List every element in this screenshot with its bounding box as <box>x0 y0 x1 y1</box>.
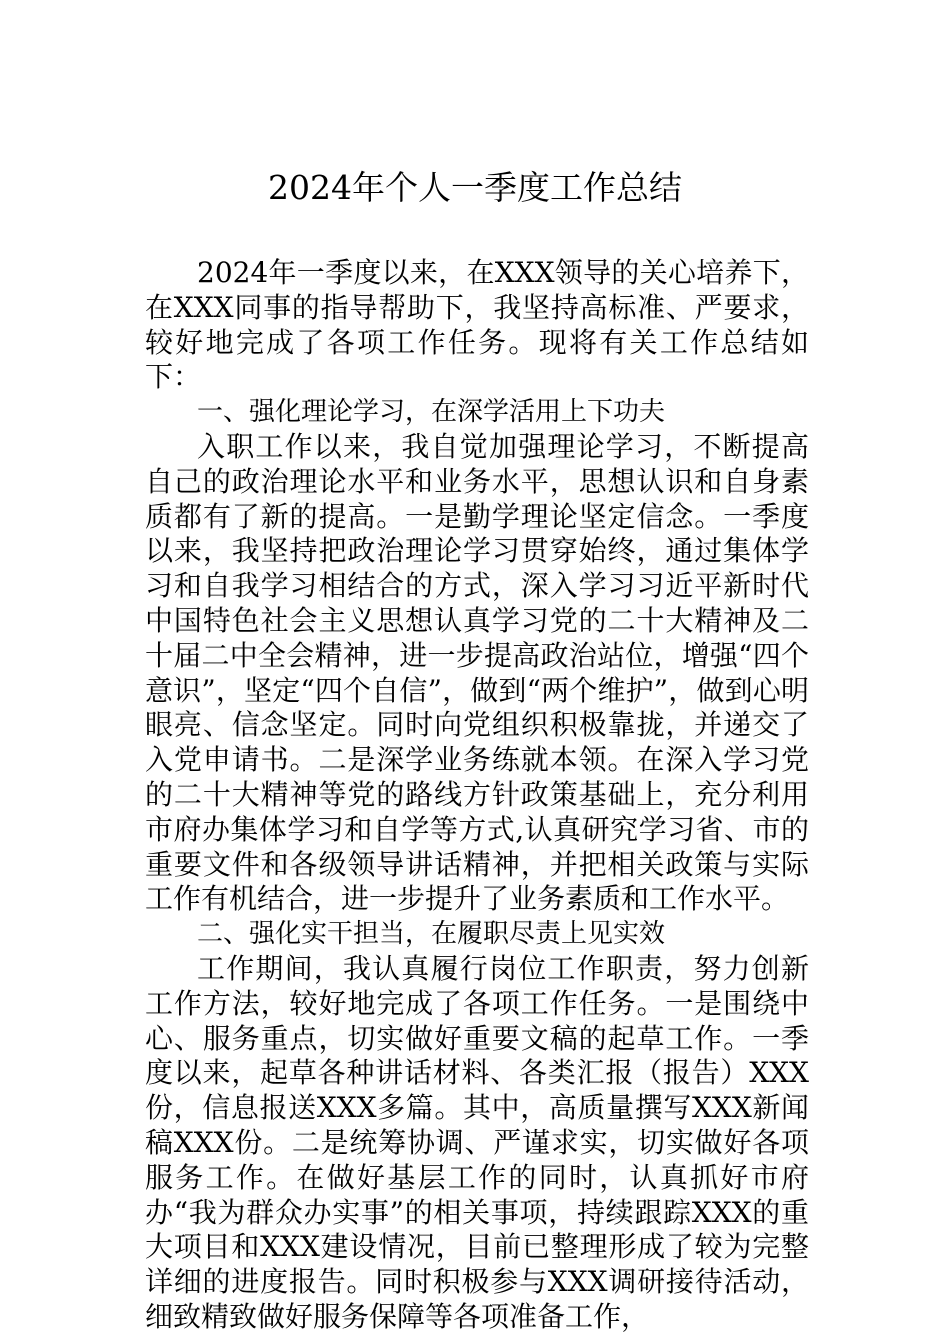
section-2-paragraph: 工作期间，我认真履行岗位工作职责，努力创新工作方法，较好地完成了各项工作任务。一是围绕中心、服务重点，切实做好重要文稿的起草工作。一季度以来，起草各种讲话材料、各类汇报（报告）XXX份，信息报送XXX多篇。其中，高质量撰写XXX新闻稿XXX份。二是统筹协调、严谨求实，切实做好各项服务工作。在做好基层工作的同时，认真抓好市府办“我为群众办实事”的相关事项，持续跟踪XXX的重大项目和XXX建设情况，目前已整理形成了较为完整详细的进度报告。同时积极参与XXX调研接待活动，细致精致做好服务保障等各项准备工作， <box>145 951 809 1333</box>
section-1-paragraph: 入职工作以来，我自觉加强理论学习，不断提高自己的政治理论水平和业务水平，思想认识和自身素质都有了新的提高。一是勤学理论坚定信念。一季度以来，我坚持把政治理论学习贯穿始终，通过集体学习和自我学习相结合的方式，深入学习习近平新时代中国特色社会主义思想认真学习党的二十大精神及二十届二中全会精神，进一步提高政治站位，增强“四个意识”，坚定“四个自信”，做到“两个维护”，做到心明眼亮、信念坚定。同时向党组织积极靠拢，并递交了入党申请书。二是深学业务练就本领。在深入学习党的二十大精神等党的路线方针政策基础上，充分利用市府办集体学习和自学等方式,认真研究学习省、市的重要文件和各级领导讲话精神，并把相关政策与实际工作有机结合，进一步提升了业务素质和工作水平。 <box>145 429 809 916</box>
section-heading-2: 二、强化实干担当，在履职尽责上见实效 <box>197 919 666 950</box>
section-heading-1: 一、强化理论学习，在深学活用上下功夫 <box>197 397 666 428</box>
document-title: 2024年个人一季度工作总结 <box>268 168 682 207</box>
intro-paragraph: 2024年一季度以来，在XXX领导的关心培养下，在XXX同事的指导帮助下，我坚持高标准、严要求，较好地完成了各项工作任务。现将有关工作总结如下： <box>145 256 809 394</box>
document-body <box>145 256 809 1335</box>
